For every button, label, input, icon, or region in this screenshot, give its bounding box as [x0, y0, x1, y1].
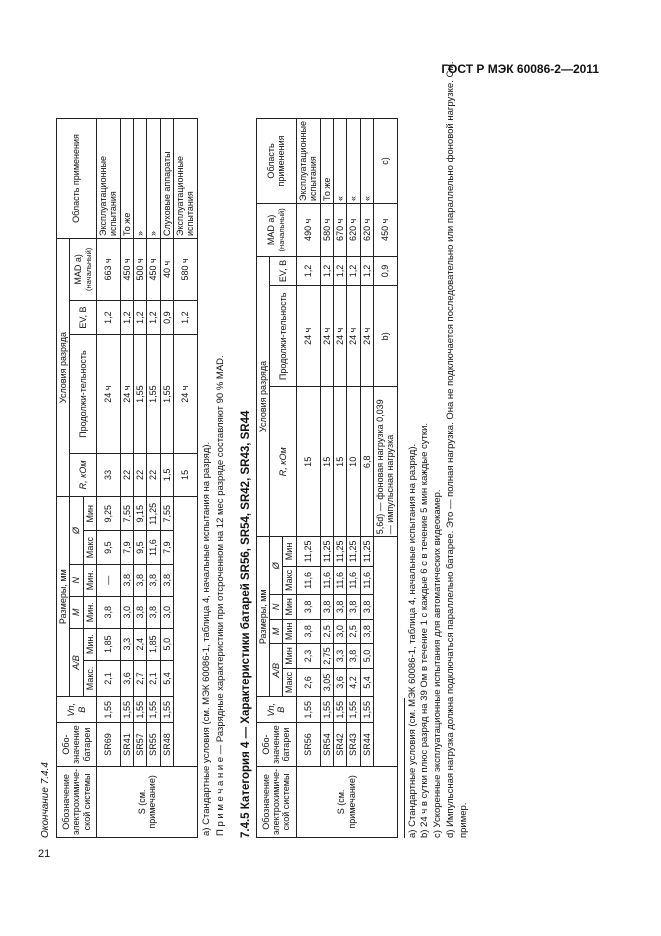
cell: 1,55: [97, 697, 121, 723]
h-n-min: Мин.: [83, 564, 96, 596]
h2-n: N: [270, 595, 283, 620]
h2-phi: Ø: [270, 537, 283, 595]
cell: 3,8: [296, 595, 320, 620]
cell: 580 ч: [320, 203, 333, 256]
h2-m-min: Мин: [283, 619, 296, 644]
cell: 4,2: [347, 668, 360, 697]
cell: 3,8: [296, 619, 320, 644]
cell: 3,05: [320, 668, 333, 697]
cell: 1,2: [174, 300, 198, 335]
cell: 11,6: [320, 566, 333, 595]
cell: 1,85: [147, 628, 160, 660]
cell: 5,4: [360, 668, 373, 697]
cell: 24 ч: [296, 286, 320, 387]
h2-max: Макс: [283, 668, 296, 697]
cell: Эксплуатационные испытания: [296, 119, 320, 204]
h2-phi-max: Макс: [283, 566, 296, 595]
cell: То же: [320, 119, 333, 204]
cell: SR69: [97, 723, 121, 767]
table-row: [174, 119, 198, 838]
cell: 5,4: [160, 660, 173, 697]
cell: SR55: [147, 723, 160, 767]
cell: 3,8: [147, 564, 160, 596]
cell: 11,25: [333, 537, 346, 566]
cell: 1,2: [320, 256, 333, 286]
cell: 0,9: [373, 256, 397, 286]
continuation-label: Окончание 7.4.4: [40, 762, 51, 838]
cell: 11,6: [333, 566, 346, 595]
cell: 3,3: [120, 628, 133, 660]
cell: 11,6: [360, 566, 373, 595]
h2-min: Мин: [283, 644, 296, 669]
cell: 1,55: [347, 697, 360, 723]
cell: 33: [97, 453, 121, 496]
cell: SR43: [347, 723, 360, 767]
cell: 1,55: [160, 697, 173, 723]
cell: SR54: [320, 723, 333, 767]
cell: 1,5: [160, 453, 173, 496]
cell: 3,8: [97, 596, 121, 628]
h-max: Макс.: [83, 660, 96, 697]
h-n: N: [70, 564, 83, 596]
h2-area: Область применения: [256, 119, 296, 204]
cell: 22: [134, 453, 147, 496]
cell: 1,55: [134, 335, 147, 453]
table-row: [97, 119, 121, 838]
cell: 5,6d) — фоновая нагрузка 0,039 — импульсная нагрузка: [373, 387, 397, 537]
system-cell: S (см. примечание): [97, 766, 198, 837]
cell: 15: [320, 387, 333, 537]
cell: SR57: [134, 723, 147, 767]
cell: То же: [120, 119, 133, 239]
h-r: R, кОм: [70, 453, 97, 496]
cell: «: [347, 119, 360, 204]
cell: 450 ч: [147, 239, 160, 301]
cell: 1,2: [120, 300, 133, 335]
h-m: M: [70, 596, 83, 628]
cell: 5,0: [360, 644, 373, 669]
h-system: Обозначение электрохимиче-ской системы: [57, 766, 97, 837]
cell: —: [97, 564, 121, 596]
h-m-min: Мин.: [83, 596, 96, 628]
cell: 40 ч: [160, 239, 173, 301]
cell: 1,2: [347, 256, 360, 286]
table-row: [333, 119, 346, 838]
cell: 1,2: [147, 300, 160, 335]
cell: 24 ч: [320, 286, 333, 387]
h2-system: Обозначение электрохимиче-ской системы: [256, 766, 296, 837]
cell: 9,15: [134, 497, 147, 531]
h-dur: Продолжи-тельность: [70, 335, 97, 453]
blank-cell: [373, 537, 397, 767]
blank-cell: [174, 497, 198, 767]
h-vn: Vn, В: [57, 697, 97, 723]
cell: 1,85: [97, 628, 121, 660]
cell: 3,8: [147, 596, 160, 628]
cell: 3,8: [347, 595, 360, 620]
cell: 1,55: [160, 335, 173, 453]
cell: SR44: [360, 723, 373, 767]
cell: 11,6: [296, 566, 320, 595]
standard-header: ГОСТ Р МЭК 60086-2—2011: [441, 62, 599, 76]
h-phi-max: Макс: [83, 531, 96, 564]
cell: 580 ч: [174, 239, 198, 301]
cell: »: [134, 119, 147, 239]
cell: 1,55: [296, 697, 320, 723]
cell: 24 ч: [360, 286, 373, 387]
cell: 11,25: [296, 537, 320, 566]
h2-dims: Размеры, мм: [256, 537, 269, 697]
table-row: [296, 119, 320, 838]
cell: Слуховые аппараты: [160, 119, 173, 239]
cell: 2,75: [320, 644, 333, 669]
cell: 3,6: [333, 668, 346, 697]
cell: 1,55: [320, 697, 333, 723]
cell: 7,9: [120, 531, 133, 564]
cell: 3,8: [360, 619, 373, 644]
cell: 15: [174, 453, 198, 496]
table-7-4-4: [56, 118, 198, 838]
h-phi: Ø: [70, 497, 83, 565]
cell: SR48: [160, 723, 173, 767]
cell: 1,55: [147, 335, 160, 453]
cell: 3,8: [347, 644, 360, 669]
cell: 1,2: [134, 300, 147, 335]
h2-mad-text: MAD a): [265, 214, 276, 246]
cell: 3,0: [160, 596, 173, 628]
cell: 15: [333, 387, 346, 537]
cell: 3,6: [120, 660, 133, 697]
cell: 490 ч: [296, 203, 320, 256]
cell: 11,25: [147, 497, 160, 531]
h2-n-min: Мин: [283, 595, 296, 620]
cell: 22: [120, 453, 133, 496]
cell: 3,3: [333, 644, 346, 669]
cell: 1,55: [360, 697, 373, 723]
cell: 2,1: [97, 660, 121, 697]
h2-ev: EV, В: [270, 256, 297, 286]
cell: 3,0: [120, 596, 133, 628]
cell: 2,7: [134, 660, 147, 697]
cell: SR42: [333, 723, 346, 767]
cell: 1,55: [333, 697, 346, 723]
table-row: [347, 119, 360, 838]
cell: «: [360, 119, 373, 204]
cell: 3,0: [333, 619, 346, 644]
cell: 1,2: [333, 256, 346, 286]
cell: 22: [147, 453, 160, 496]
cell: 2,1: [147, 660, 160, 697]
cell: 620 ч: [360, 203, 373, 256]
table-row: [360, 119, 373, 838]
h-dims: Размеры, мм: [57, 497, 70, 697]
table-row: [134, 119, 147, 838]
h2-phi-min: Мин: [283, 537, 296, 566]
cell: 670 ч: [333, 203, 346, 256]
cell: 1,55: [120, 697, 133, 723]
table2-footnotes: [407, 58, 471, 838]
cell: 11,25: [360, 537, 373, 566]
table-7-4-5: [256, 118, 398, 838]
cell: 3,8: [333, 595, 346, 620]
system-cell: S (см. примечание): [296, 766, 397, 837]
cell: 24 ч: [333, 286, 346, 387]
cell: 2,4: [134, 628, 147, 660]
section-title: 7.4.5 Категория 4 — Характеристики батарей SR56, SR54, SR42, SR43, SR44: [239, 410, 252, 838]
cell: 3,8: [320, 595, 333, 620]
h-ev: EV, В: [70, 300, 97, 335]
cell: 5,0: [160, 628, 173, 660]
h2-dur: Продолжи-тельность: [270, 286, 297, 387]
h2-cond: Условия разряда: [256, 256, 269, 537]
cell: Эксплуатационные испытания: [174, 119, 198, 239]
rotated-content: [40, 58, 600, 838]
cell: 500 ч: [134, 239, 147, 301]
cell: 620 ч: [347, 203, 360, 256]
h-min: Мин.: [83, 628, 96, 660]
cell: 450 ч: [373, 203, 397, 256]
table1-note: П р и м е ч а н и е — Разрядные характеристики при отсроченном на 12 мес разряде составляют 90 % MAD.: [214, 355, 226, 836]
cell: 3,8: [134, 564, 147, 596]
h-cond: Условия разряда: [57, 239, 70, 497]
cell: 1,55: [134, 697, 147, 723]
footnote-separator: [404, 698, 405, 838]
h2-vn: Vn, В: [256, 697, 296, 723]
table-row: [147, 119, 160, 838]
cell: 6,8: [360, 387, 373, 537]
cell: 24 ч: [347, 286, 360, 387]
table-row: [320, 119, 333, 838]
cell: 7,9: [160, 531, 173, 564]
cell: 7,55: [160, 497, 173, 531]
cell: 3,8: [160, 564, 173, 596]
cell: 1,2: [296, 256, 320, 286]
cell: »: [147, 119, 160, 239]
cell: 1,55: [147, 697, 160, 723]
cell: 24 ч: [174, 335, 198, 453]
cell: 7,55: [120, 497, 133, 531]
cell: 11,25: [347, 537, 360, 566]
h2-mad-sub: (начальный): [277, 208, 287, 252]
cell: 2,3: [296, 644, 320, 669]
cell: b): [373, 286, 397, 387]
table-row: [160, 119, 173, 838]
h-mad: [70, 239, 97, 301]
h-area: Область применения: [57, 119, 97, 239]
table-row: [373, 119, 397, 838]
cell: 2,5: [347, 619, 360, 644]
cell: 2,5: [320, 619, 333, 644]
h2-m: M: [270, 619, 283, 644]
footnote: b) 24 ч в сутки плюс разряд на 39 Ом в течение 1 с каждые 6 с в течение 5 мин каждые сутки.: [419, 422, 431, 838]
cell: 10: [347, 387, 360, 537]
h-phi-min: Мин: [83, 497, 96, 531]
footnote: c) Ускоренные эксплуатационные испытания для автоматических видеокамер.: [432, 489, 444, 838]
cell: 663 ч: [97, 239, 121, 301]
h-mad-sub: (начальный): [84, 247, 94, 291]
footnote: a) Стандартные условия (см. МЭК 60086-1, таблица 4, начальные испытания на разряд).: [406, 443, 418, 838]
h2-mad: [256, 203, 296, 256]
cell: 3,8: [360, 595, 373, 620]
cell: 24 ч: [120, 335, 133, 453]
table1-footnote-a: a) Стандартные условия (см. МЭК 60086-1, таблица 4, начальные испытания на разряд).: [200, 441, 212, 836]
cell: c): [373, 119, 397, 204]
cell: 1,2: [360, 256, 373, 286]
footnote: d) Импульсная нагрузка должна подключаться параллельно батарее. Это — полная нагрузка. Она не подключается последовательно или параллельно фоновой нагрузке. См. пример.: [445, 61, 469, 838]
h-mad-text: MAD a): [72, 254, 83, 285]
cell: 11,6: [347, 566, 360, 595]
cell: 24 ч: [97, 335, 121, 453]
cell: SR41: [120, 723, 133, 767]
cell: 2,6: [296, 668, 320, 697]
cell: SR56: [296, 723, 320, 767]
cell: 11,25: [320, 537, 333, 566]
cell: «: [333, 119, 346, 204]
h-battery: Обо-значение батареи: [57, 723, 97, 767]
page-number: 21: [38, 848, 51, 860]
cell: 9,25: [97, 497, 121, 531]
cell: 3,8: [120, 564, 133, 596]
h2-battery: Обо-значение батареи: [256, 723, 296, 767]
cell: 1,2: [97, 300, 121, 335]
table-row: [120, 119, 133, 838]
cell: 0,9: [160, 300, 173, 335]
cell: 11,6: [147, 531, 160, 564]
cell: 3,8: [134, 596, 147, 628]
cell: 9,5: [134, 531, 147, 564]
h2-ab: A/B: [270, 644, 283, 697]
h-ab: A/B: [70, 628, 83, 697]
h2-r: R, кОм: [270, 387, 297, 537]
cell: 9,5: [97, 531, 121, 564]
cell: 450 ч: [120, 239, 133, 301]
cell: 15: [296, 387, 320, 537]
cell: Эксплуатационные испытания: [97, 119, 121, 239]
